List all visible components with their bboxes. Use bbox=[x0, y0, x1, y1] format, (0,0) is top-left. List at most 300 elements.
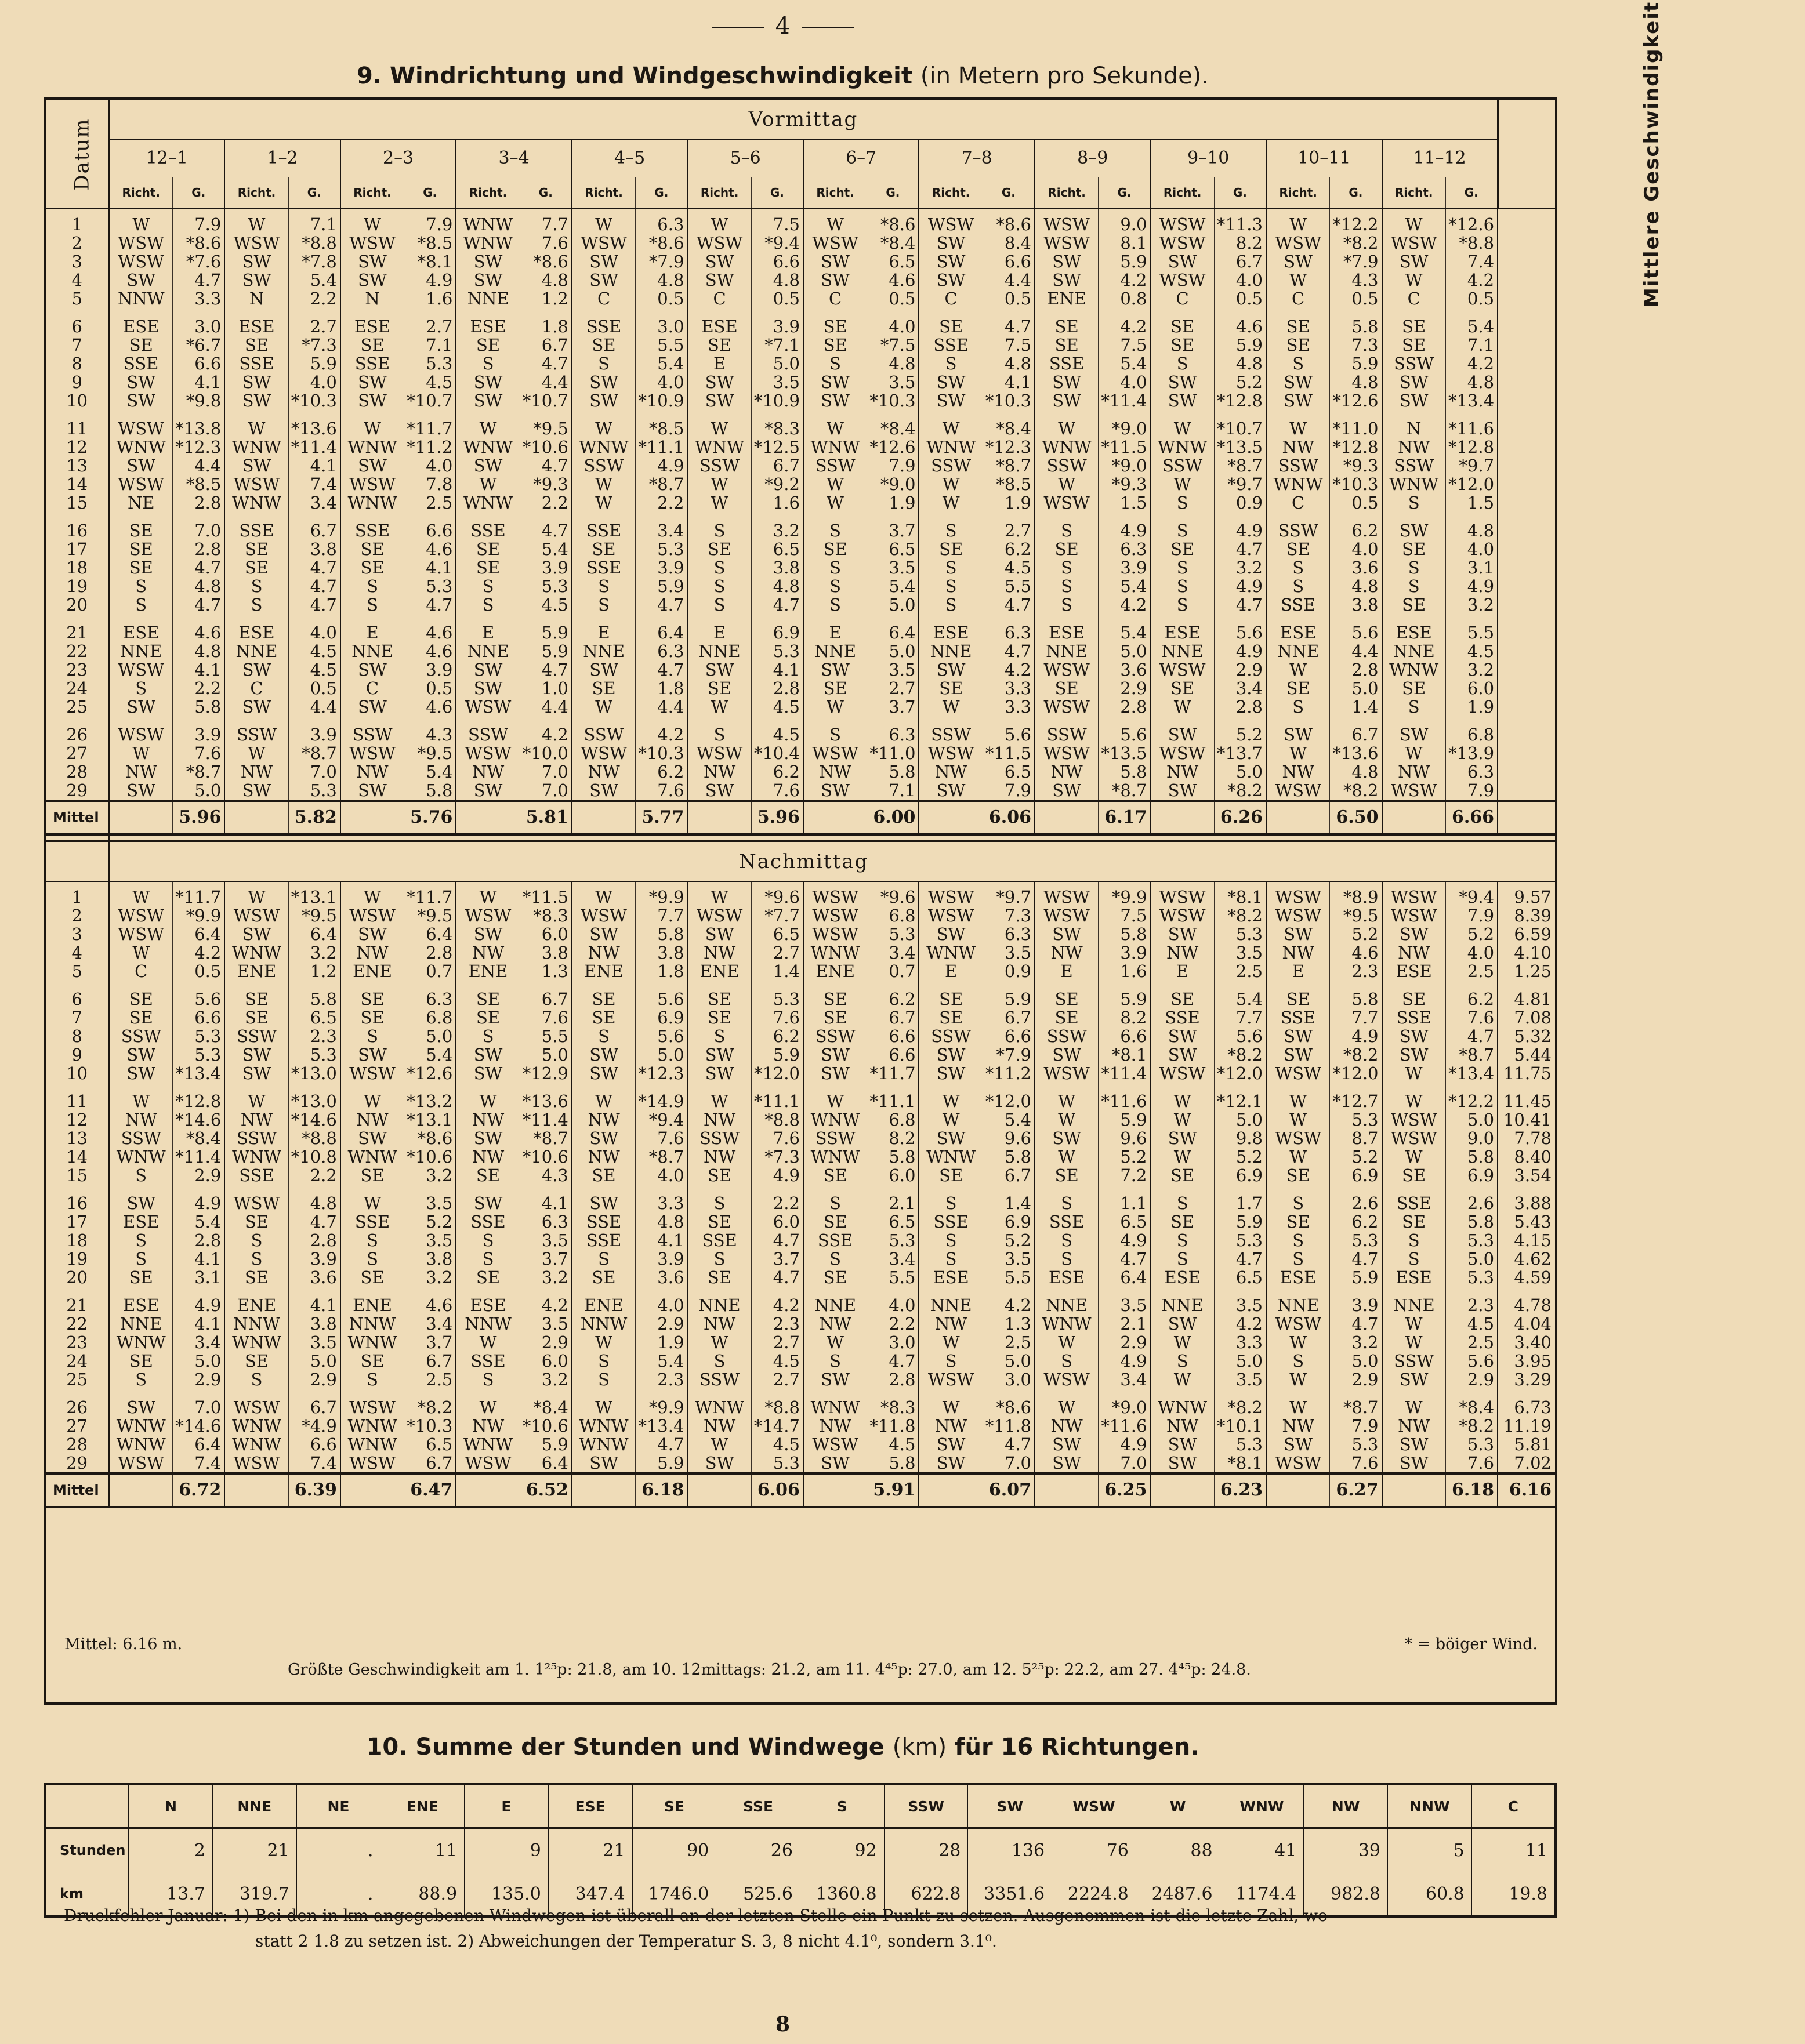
direction-cell: WNW bbox=[1035, 438, 1099, 456]
speed-cell: 1.1 bbox=[1099, 1185, 1151, 1212]
speed-cell: 5.9 bbox=[1099, 1110, 1151, 1129]
direction-cell: W bbox=[340, 410, 404, 438]
speed-cell: 3.8 bbox=[751, 558, 803, 577]
direction-cell: NW bbox=[1266, 763, 1330, 781]
direction-cell: NNE bbox=[456, 289, 520, 308]
speed-cell: 3.7 bbox=[751, 1250, 803, 1268]
speed-cell: 5.8 bbox=[636, 925, 688, 943]
speed-cell: *8.4 bbox=[867, 410, 919, 438]
speed-cell: 2.9 bbox=[1099, 679, 1151, 698]
speed-cell: 2.5 bbox=[1445, 962, 1498, 981]
direction-cell: SSE bbox=[109, 354, 173, 373]
direction-cell: SW bbox=[687, 1045, 751, 1064]
direction-cell: NW bbox=[572, 1148, 636, 1166]
hour-header: 7–8 bbox=[919, 140, 1035, 177]
speed-cell: 6.5 bbox=[867, 252, 919, 271]
speed-cell: 7.6 bbox=[751, 1008, 803, 1027]
speed-cell: 5.9 bbox=[1214, 336, 1266, 354]
direction-cell: SW bbox=[1382, 1027, 1446, 1045]
direction-cell: SE bbox=[109, 558, 173, 577]
speed-cell: 4.3 bbox=[520, 1166, 572, 1185]
direction-cell: WSW bbox=[1382, 906, 1446, 925]
speed-cell: 5.6 bbox=[1214, 1027, 1266, 1045]
nachmittag-mittel-row bbox=[46, 1473, 1555, 1507]
direction-cell: SW bbox=[919, 1129, 983, 1148]
direction-cell: S bbox=[572, 1352, 636, 1370]
speed-cell: *12.5 bbox=[751, 438, 803, 456]
mittel-total: 6.16 bbox=[1498, 1473, 1555, 1507]
mittel-blank bbox=[109, 801, 173, 834]
speed-cell: 4.4 bbox=[983, 271, 1035, 289]
speed-cell: 0.5 bbox=[173, 962, 225, 981]
direction-cell: WSW bbox=[1035, 1370, 1099, 1389]
speed-cell: 1.9 bbox=[983, 493, 1035, 512]
speed-cell: 5.3 bbox=[1445, 1435, 1498, 1454]
speed-cell: 6.9 bbox=[1214, 1166, 1266, 1185]
direction-cell: SW bbox=[572, 925, 636, 943]
direction-cell: W bbox=[572, 493, 636, 512]
direction-cell: WSW bbox=[1266, 234, 1330, 252]
speed-cell: 3.5 bbox=[1214, 943, 1266, 962]
speed-cell: *8.4 bbox=[520, 1389, 572, 1417]
direction-cell: SW bbox=[803, 271, 867, 289]
speed-cell: *12.9 bbox=[520, 1064, 572, 1083]
speed-cell: 7.5 bbox=[1099, 336, 1151, 354]
speed-cell: 3.5 bbox=[867, 558, 919, 577]
direction-cell: SE bbox=[687, 1008, 751, 1027]
g-header: G. bbox=[1214, 177, 1266, 209]
direction-cell: E bbox=[1266, 962, 1330, 981]
speed-cell: 5.9 bbox=[520, 614, 572, 642]
direction-cell: SW bbox=[224, 373, 288, 391]
speed-cell: 0.5 bbox=[983, 289, 1035, 308]
richt-header: Richt. bbox=[572, 177, 636, 209]
direction-cell: S bbox=[1266, 1352, 1330, 1370]
speed-cell: 6.5 bbox=[751, 925, 803, 943]
speed-cell: 4.7 bbox=[288, 558, 340, 577]
mittel-total bbox=[1498, 801, 1555, 834]
direction-cell: SW bbox=[1382, 1454, 1446, 1473]
direction-cell: SW bbox=[1035, 1045, 1099, 1064]
speed-cell: 8.2 bbox=[867, 1129, 919, 1148]
km-value: 347.4 bbox=[548, 1872, 632, 1917]
speed-cell: *8.2 bbox=[1214, 906, 1266, 925]
speed-cell: 1.6 bbox=[751, 493, 803, 512]
stunden-value: 2 bbox=[129, 1828, 213, 1872]
speed-cell: 5.4 bbox=[983, 1110, 1035, 1129]
speed-cell: *11.4 bbox=[288, 438, 340, 456]
direction-cell: SSE bbox=[572, 512, 636, 540]
speed-cell: 6.5 bbox=[983, 763, 1035, 781]
direction-cell: WSW bbox=[224, 1389, 288, 1417]
speed-cell: 4.7 bbox=[983, 308, 1035, 336]
direction-cell: WSW bbox=[340, 475, 404, 493]
speed-cell: 4.0 bbox=[867, 308, 919, 336]
speed-cell: *8.7 bbox=[1099, 781, 1151, 801]
speed-cell: *8.2 bbox=[1214, 1389, 1266, 1417]
direction-cell: SSE bbox=[456, 1352, 520, 1370]
daily-mean-cell bbox=[1498, 354, 1555, 373]
direction-cell: WSW bbox=[1266, 1315, 1330, 1333]
speed-cell: 2.8 bbox=[173, 1231, 225, 1250]
table-row bbox=[46, 289, 1555, 308]
direction-cell: SW bbox=[456, 1185, 520, 1212]
speed-cell: 4.9 bbox=[1099, 512, 1151, 540]
direction-cell: WNW bbox=[224, 438, 288, 456]
day-cell: 13 bbox=[46, 1129, 109, 1148]
speed-cell: 5.0 bbox=[173, 781, 225, 801]
direction-cell: WSW bbox=[340, 234, 404, 252]
speed-cell: 4.6 bbox=[404, 1287, 456, 1315]
direction-cell: SSW bbox=[224, 1129, 288, 1148]
direction-cell: S bbox=[803, 1185, 867, 1212]
speed-cell: 4.9 bbox=[1214, 642, 1266, 660]
speed-cell: 1.3 bbox=[983, 1315, 1035, 1333]
direction-cell: W bbox=[1266, 1333, 1330, 1352]
day-cell: 18 bbox=[46, 1231, 109, 1250]
speed-cell: *8.7 bbox=[983, 456, 1035, 475]
speed-cell: 1.5 bbox=[1445, 493, 1498, 512]
mittel-value: 6.06 bbox=[983, 801, 1035, 834]
direction-cell: WSW bbox=[1035, 698, 1099, 716]
direction-cell: W bbox=[1266, 1083, 1330, 1110]
daily-mean-cell bbox=[1498, 475, 1555, 493]
direction-cell: S bbox=[1382, 577, 1446, 596]
direction-cell: SW bbox=[109, 1389, 173, 1417]
speed-cell: 3.6 bbox=[288, 1268, 340, 1287]
direction-cell: E bbox=[1035, 962, 1099, 981]
speed-cell: 2.9 bbox=[520, 1333, 572, 1352]
direction-cell: WSW bbox=[340, 744, 404, 763]
day-cell: 10 bbox=[46, 1064, 109, 1083]
daily-mean-cell: 8.40 bbox=[1514, 1147, 1552, 1167]
speed-cell: *12.3 bbox=[173, 438, 225, 456]
speed-cell: 5.9 bbox=[1330, 1268, 1382, 1287]
speed-cell: *14.6 bbox=[173, 1110, 225, 1129]
speed-cell: 5.4 bbox=[404, 1045, 456, 1064]
direction-cell: NW bbox=[572, 763, 636, 781]
speed-cell: *9.9 bbox=[173, 906, 225, 925]
speed-cell: 0.5 bbox=[404, 679, 456, 698]
direction-cell: SW bbox=[572, 373, 636, 391]
direction-cell: S bbox=[1150, 1185, 1214, 1212]
direction-cell: WSW bbox=[919, 882, 983, 907]
direction-cell: SSW bbox=[803, 456, 867, 475]
speed-cell: *11.1 bbox=[636, 438, 688, 456]
daily-mean-cell: 11.45 bbox=[1503, 1091, 1552, 1111]
daily-mean-cell: 5.81 bbox=[1514, 1435, 1552, 1454]
mittel-value: 6.17 bbox=[1099, 801, 1151, 834]
direction-cell: NW bbox=[109, 763, 173, 781]
speed-cell: 2.9 bbox=[173, 1370, 225, 1389]
day-cell: 1 bbox=[46, 209, 109, 234]
speed-cell: 4.7 bbox=[173, 271, 225, 289]
speed-cell: 4.7 bbox=[636, 596, 688, 614]
speed-cell: 6.3 bbox=[983, 614, 1035, 642]
direction-cell: SW bbox=[1035, 925, 1099, 943]
direction-cell: WNW bbox=[224, 1435, 288, 1454]
section-9-title: 9. Windrichtung und Windgeschwindigkeit (in Metern pro Sekunde). bbox=[356, 63, 1209, 89]
direction-cell: S bbox=[224, 1370, 288, 1389]
direction-cell: SSW bbox=[1035, 456, 1099, 475]
direction-cell: W bbox=[919, 493, 983, 512]
speed-cell: 3.8 bbox=[1330, 596, 1382, 614]
table-row bbox=[46, 1389, 1555, 1417]
speed-cell: 5.4 bbox=[520, 540, 572, 558]
speed-cell: 6.5 bbox=[1099, 1212, 1151, 1231]
speed-cell: 4.6 bbox=[404, 540, 456, 558]
direction-cell: SE bbox=[1382, 1166, 1446, 1185]
mittel-label: Mittel bbox=[46, 801, 109, 834]
direction-cell: WSW bbox=[803, 882, 867, 907]
speed-cell: 5.3 bbox=[1214, 1435, 1266, 1454]
direction-cell: SE bbox=[1382, 679, 1446, 698]
speed-cell: 5.0 bbox=[1445, 1110, 1498, 1129]
mittel-value: 6.18 bbox=[1445, 1473, 1498, 1507]
direction-cell: W bbox=[687, 475, 751, 493]
direction-cell: SW bbox=[803, 1064, 867, 1083]
direction-cell: NNE bbox=[1150, 1287, 1214, 1315]
speed-cell: 3.2 bbox=[404, 1268, 456, 1287]
speed-cell: 7.3 bbox=[1330, 336, 1382, 354]
speed-cell: 4.8 bbox=[520, 271, 572, 289]
direction-cell: WSW bbox=[687, 906, 751, 925]
speed-cell: *11.5 bbox=[983, 744, 1035, 763]
direction-cell: WSW bbox=[456, 698, 520, 716]
mittel-value: 5.96 bbox=[751, 801, 803, 834]
day-cell: 25 bbox=[46, 698, 109, 716]
day-cell: 15 bbox=[46, 1166, 109, 1185]
speed-cell: 2.7 bbox=[404, 308, 456, 336]
speed-cell: *10.6 bbox=[404, 1148, 456, 1166]
speed-cell: 5.3 bbox=[867, 925, 919, 943]
direction-cell: SW bbox=[687, 925, 751, 943]
speed-cell: 3.9 bbox=[173, 716, 225, 744]
g-header: G. bbox=[867, 177, 919, 209]
mittel-value: 6.72 bbox=[173, 1473, 225, 1507]
direction-cell: ENE bbox=[224, 1287, 288, 1315]
speed-cell: 4.6 bbox=[1330, 943, 1382, 962]
speed-cell: 2.8 bbox=[173, 540, 225, 558]
stunden-value: 41 bbox=[1220, 1828, 1304, 1872]
stunden-value: 21 bbox=[548, 1828, 632, 1872]
speed-cell: 6.7 bbox=[983, 1008, 1035, 1027]
daily-mean-cell: 9.57 bbox=[1514, 887, 1552, 907]
speed-cell: 5.0 bbox=[1214, 1110, 1266, 1129]
direction-cell: WNW bbox=[572, 1417, 636, 1435]
direction-cell: SW bbox=[456, 391, 520, 410]
direction-cell: SSW bbox=[1382, 354, 1446, 373]
sum-header-row bbox=[45, 1784, 1556, 1828]
direction-cell: S bbox=[1035, 1250, 1099, 1268]
speed-cell: 6.7 bbox=[867, 1008, 919, 1027]
direction-cell: ESE bbox=[919, 614, 983, 642]
speed-cell: 3.3 bbox=[173, 289, 225, 308]
table-row bbox=[46, 1110, 1555, 1129]
direction-cell: C bbox=[1266, 289, 1330, 308]
table-row bbox=[46, 540, 1555, 558]
table-row bbox=[46, 962, 1555, 981]
speed-cell: 1.7 bbox=[1214, 1185, 1266, 1212]
speed-cell: 6.2 bbox=[867, 981, 919, 1008]
direction-cell: SE bbox=[456, 981, 520, 1008]
speed-cell: 0.5 bbox=[288, 679, 340, 698]
direction-cell: S bbox=[456, 596, 520, 614]
footnote-line-1: Druckfehler Januar: 1) Bei den in km angegebenen Windwegen ist überall an der letzten Stelle ein Punkt zu setzen. Ausgenommen ist die letzte Zahl, wo bbox=[64, 1906, 1328, 1925]
direction-cell: ESE bbox=[1150, 1268, 1214, 1287]
direction-cell: WSW bbox=[109, 475, 173, 493]
direction-cell: SE bbox=[224, 1352, 288, 1370]
direction-cell: SE bbox=[1150, 336, 1214, 354]
speed-cell: *13.4 bbox=[1445, 1064, 1498, 1083]
day-cell: 29 bbox=[46, 781, 109, 801]
speed-cell: 5.0 bbox=[867, 642, 919, 660]
speed-cell: 1.6 bbox=[1099, 962, 1151, 981]
direction-cell: WSW bbox=[1035, 234, 1099, 252]
table-row bbox=[46, 252, 1555, 271]
direction-cell: S bbox=[1266, 558, 1330, 577]
speed-cell: 4.2 bbox=[1445, 271, 1498, 289]
speed-cell: 2.8 bbox=[1330, 660, 1382, 679]
speed-cell: *8.6 bbox=[520, 252, 572, 271]
direction-cell: C bbox=[224, 679, 288, 698]
direction-cell: SW bbox=[456, 1064, 520, 1083]
direction-cell: SW bbox=[919, 660, 983, 679]
speed-cell: 4.9 bbox=[751, 1166, 803, 1185]
daily-mean-cell bbox=[1498, 577, 1555, 596]
table-row bbox=[46, 943, 1555, 962]
km-value: 13.7 bbox=[129, 1872, 213, 1917]
speed-cell: *8.8 bbox=[751, 1110, 803, 1129]
speed-cell: 2.8 bbox=[751, 679, 803, 698]
speed-cell: *9.2 bbox=[751, 475, 803, 493]
speed-cell: 4.7 bbox=[520, 456, 572, 475]
speed-cell: 2.7 bbox=[751, 1370, 803, 1389]
day-cell: 14 bbox=[46, 475, 109, 493]
table-row bbox=[46, 1027, 1555, 1045]
direction-cell: SW bbox=[456, 1045, 520, 1064]
speed-cell: 9.0 bbox=[1445, 1129, 1498, 1148]
speed-cell: *8.8 bbox=[751, 1389, 803, 1417]
speed-cell: 5.2 bbox=[1214, 1148, 1266, 1166]
max-speed-note: Größte Geschwindigkeit am 1. 1²⁵p: 21.8, am 10. 12mittags: 21.2, am 11. 4⁴⁵p: 27.0, am 12. 5²⁵p: 22.2, am 27. 4⁴⁵p: 24.8. bbox=[288, 1661, 1251, 1679]
direction-cell: SW bbox=[1150, 1435, 1214, 1454]
stunden-value: . bbox=[296, 1828, 380, 1872]
mittel-value: 6.66 bbox=[1445, 801, 1498, 834]
speed-cell: 0.8 bbox=[1099, 289, 1151, 308]
stunden-value: 88 bbox=[1136, 1828, 1220, 1872]
speed-cell: 4.7 bbox=[288, 577, 340, 596]
speed-cell: *8.8 bbox=[288, 234, 340, 252]
direction-cell: SSE bbox=[572, 1231, 636, 1250]
direction-cell: SSE bbox=[1150, 1008, 1214, 1027]
km-value: 1174.4 bbox=[1220, 1872, 1304, 1917]
direction-cell: WSW bbox=[803, 234, 867, 252]
direction-cell: W bbox=[456, 882, 520, 907]
direction-cell: W bbox=[687, 410, 751, 438]
direction-header: WSW bbox=[1052, 1784, 1136, 1828]
direction-cell: S bbox=[1266, 698, 1330, 716]
speed-cell: 5.6 bbox=[173, 981, 225, 1008]
speed-cell: *8.6 bbox=[404, 1129, 456, 1148]
speed-cell: *9.9 bbox=[636, 1389, 688, 1417]
direction-cell: ESE bbox=[1382, 614, 1446, 642]
direction-header: SW bbox=[968, 1784, 1052, 1828]
speed-cell: 2.9 bbox=[173, 1166, 225, 1185]
direction-cell: WSW bbox=[1150, 271, 1214, 289]
direction-cell: SW bbox=[1150, 1129, 1214, 1148]
direction-cell: WSW bbox=[456, 1454, 520, 1473]
direction-cell: W bbox=[572, 1083, 636, 1110]
direction-cell: SW bbox=[1382, 925, 1446, 943]
day-cell: 22 bbox=[46, 1315, 109, 1333]
speed-cell: *9.5 bbox=[288, 906, 340, 925]
speed-cell: *13.6 bbox=[288, 410, 340, 438]
table-row bbox=[46, 475, 1555, 493]
speed-cell: 2.2 bbox=[520, 493, 572, 512]
direction-cell: SW bbox=[1382, 1435, 1446, 1454]
speed-cell: 5.5 bbox=[983, 1268, 1035, 1287]
speed-cell: *8.7 bbox=[636, 475, 688, 493]
bottom-page-number: 8 bbox=[775, 2012, 791, 2036]
speed-cell: *13.0 bbox=[288, 1064, 340, 1083]
mittel-value: 6.25 bbox=[1099, 1473, 1151, 1507]
speed-cell: 7.7 bbox=[1330, 1008, 1382, 1027]
speed-cell: 7.4 bbox=[173, 1454, 225, 1473]
speed-cell: 4.7 bbox=[288, 596, 340, 614]
speed-cell: 6.0 bbox=[520, 1352, 572, 1370]
speed-cell: 5.6 bbox=[1099, 716, 1151, 744]
speed-cell: *9.7 bbox=[983, 882, 1035, 907]
direction-cell: W bbox=[919, 1333, 983, 1352]
mittel-blank bbox=[687, 801, 751, 834]
speed-cell: *12.1 bbox=[1214, 1083, 1266, 1110]
speed-cell: 1.4 bbox=[983, 1185, 1035, 1212]
richt-header: Richt. bbox=[1266, 177, 1330, 209]
direction-cell: W bbox=[1266, 271, 1330, 289]
speed-cell: 4.3 bbox=[1330, 271, 1382, 289]
direction-cell: W bbox=[340, 1185, 404, 1212]
speed-cell: 0.9 bbox=[983, 962, 1035, 981]
speed-cell: *8.4 bbox=[173, 1129, 225, 1148]
speed-cell: 5.4 bbox=[404, 763, 456, 781]
mittel-blank bbox=[919, 1473, 983, 1507]
km-value: 319.7 bbox=[212, 1872, 296, 1917]
direction-header: S bbox=[800, 1784, 884, 1828]
speed-cell: 3.5 bbox=[751, 373, 803, 391]
direction-cell: SSE bbox=[572, 1212, 636, 1231]
speed-cell: 9.0 bbox=[1099, 209, 1151, 234]
speed-cell: 4.7 bbox=[173, 558, 225, 577]
speed-cell: 4.5 bbox=[751, 698, 803, 716]
daily-mean-cell bbox=[1498, 614, 1555, 642]
direction-cell: SE bbox=[1382, 596, 1446, 614]
km-value: 1746.0 bbox=[632, 1872, 716, 1917]
mittel-value: 6.23 bbox=[1214, 1473, 1266, 1507]
g-header: G. bbox=[1330, 177, 1382, 209]
day-cell: 21 bbox=[46, 1287, 109, 1315]
speed-cell: *8.2 bbox=[404, 1389, 456, 1417]
direction-cell: SW bbox=[456, 271, 520, 289]
speed-cell: 5.8 bbox=[1330, 308, 1382, 336]
direction-cell: WSW bbox=[1150, 1064, 1214, 1083]
direction-cell: WNW bbox=[340, 1333, 404, 1352]
speed-cell: 2.8 bbox=[404, 943, 456, 962]
direction-cell: WNW bbox=[340, 438, 404, 456]
direction-cell: SW bbox=[1035, 252, 1099, 271]
direction-cell: W bbox=[456, 1083, 520, 1110]
speed-cell: 5.3 bbox=[173, 1045, 225, 1064]
